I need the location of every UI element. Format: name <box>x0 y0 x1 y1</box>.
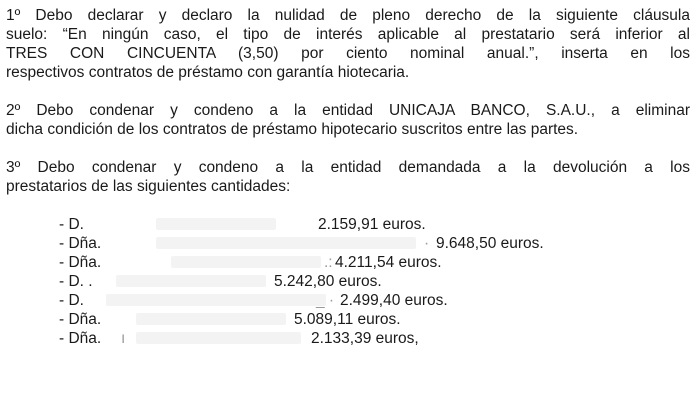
paragraph-2 <box>6 101 690 139</box>
amount-value: 4.211,54 euros. <box>335 254 442 271</box>
amount-value: 9.648,50 euros. <box>436 235 544 252</box>
redacted-area <box>156 237 416 249</box>
list-item <box>6 291 690 310</box>
paragraph-line: dicha condición de los contratos de préstamo hipotecario suscritos entre las partes. <box>6 121 579 138</box>
list-item <box>6 272 690 291</box>
amount-value: 2.133,39 euros, <box>311 330 419 347</box>
amount-value: 2.159,91 euros. <box>318 216 426 233</box>
beneficiary-name: - D. <box>59 216 84 233</box>
document-page <box>6 6 690 348</box>
redaction-residue: _ · <box>316 292 335 309</box>
beneficiary-name: - Dña. <box>59 330 102 347</box>
paragraph-line: TRES CON CINCUENTA (3,50) por ciento nominal anual.”, inserta en los <box>6 45 690 62</box>
beneficiary-name: - D. . <box>59 273 93 290</box>
list-item <box>6 329 690 348</box>
paragraph-1 <box>6 6 690 82</box>
redacted-area <box>156 218 276 230</box>
amount-value: 5.242,80 euros. <box>274 273 382 290</box>
beneficiary-name: - Dña. <box>59 254 102 271</box>
redacted-area <box>136 313 286 325</box>
redaction-residue: .: <box>324 254 333 271</box>
paragraph-line: 1º Debo declarar y declaro la nulidad de pleno derecho de la siguiente cláusula <box>6 7 690 24</box>
list-item <box>6 234 690 253</box>
paragraph-line: 2º Debo condenar y condeno a la entidad UNICAJA BANCO, S.A.U., a eliminar <box>6 102 690 119</box>
list-item <box>6 215 690 234</box>
beneficiary-name: - D. <box>59 292 84 309</box>
redacted-area <box>171 256 321 268</box>
paragraph-line: respectivos contratos de préstamo con garantía hiotecaria. <box>6 64 410 81</box>
redacted-area <box>106 294 326 306</box>
redaction-residue: ı <box>121 330 126 347</box>
redaction-residue: · <box>424 235 430 252</box>
list-item <box>6 253 690 272</box>
redacted-area <box>136 332 301 344</box>
paragraph-line: suelo: “En ningún caso, el tipo de interés aplicable al prestatario será inferior al <box>6 26 690 43</box>
paragraph-line: prestatarios de las siguientes cantidades: <box>6 178 291 195</box>
amounts-list <box>6 215 690 348</box>
amount-value: 5.089,11 euros. <box>294 311 401 328</box>
paragraph-3 <box>6 158 690 196</box>
paragraph-line: 3º Debo condenar y condeno a la entidad demandada a la devolución a los <box>6 159 690 176</box>
beneficiary-name: - Dña. <box>59 235 102 252</box>
list-item <box>6 310 690 329</box>
redacted-area <box>116 275 266 287</box>
amount-value: 2.499,40 euros. <box>340 292 448 309</box>
beneficiary-name: - Dña. <box>59 311 102 328</box>
